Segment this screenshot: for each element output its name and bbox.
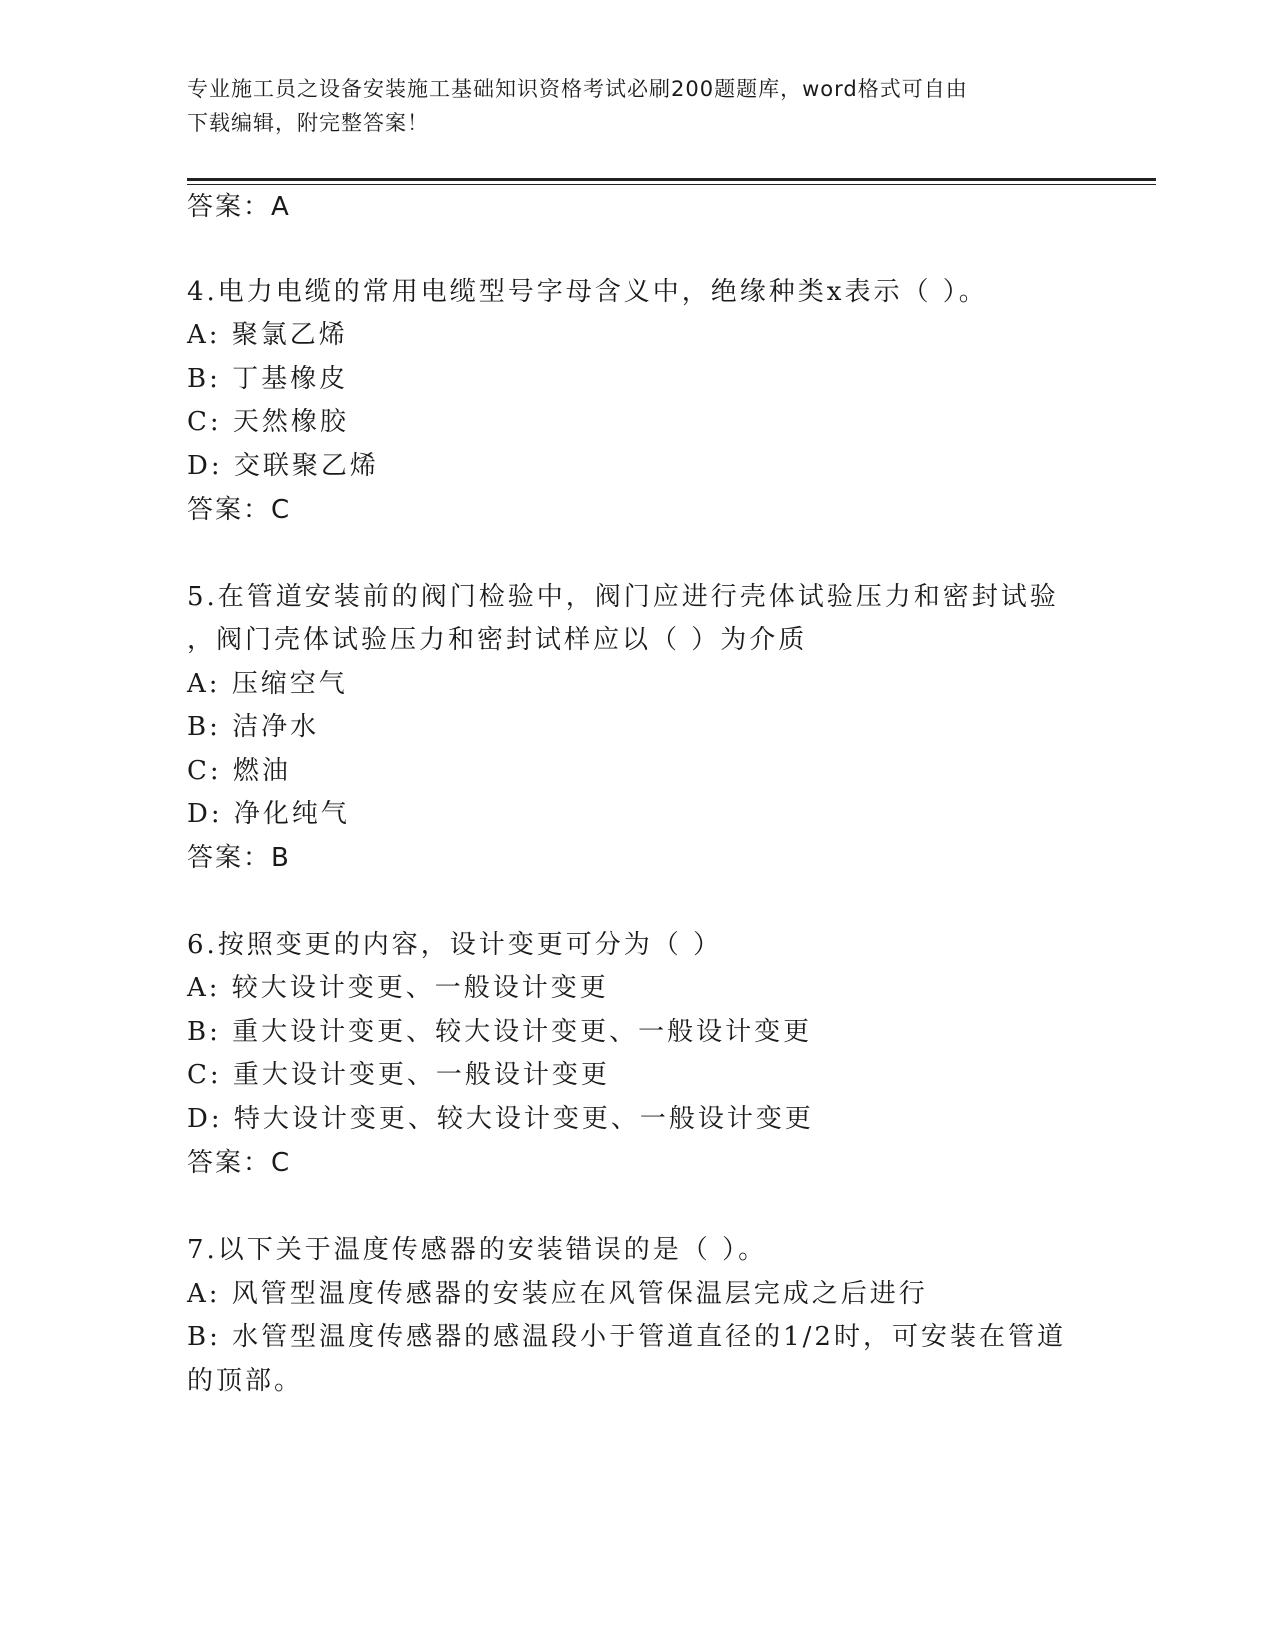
question-5-stem-2: ，阀门壳体试验压力和密封试样应以（ ）为介质 [187,625,808,655]
question-6-option-b: B: 重大设计变更、较大设计变更、一般设计变更 [187,1017,813,1047]
answer-value: C [271,1148,291,1178]
question-5-option-a: A: 压缩空气 [187,669,348,699]
answer-label: 答案： [187,1148,272,1178]
answer-label: 答案： [187,495,272,525]
question-5-option-c: C: 燃油 [187,756,291,786]
question-4-option-a: A: 聚氯乙烯 [187,320,348,350]
answer-label: 答案： [187,192,272,222]
question-4-option-d: D: 交联聚乙烯 [187,451,379,481]
document-header [187,72,1087,140]
question-4-stem-1: 4.电力电缆的常用电缆型号字母含义中，绝缘种类x表示（ ）。 [187,277,988,307]
question-6-option-c: C: 重大设计变更、一般设计变更 [187,1060,610,1090]
question-6-option-a: A: 较大设计变更、一般设计变更 [187,973,609,1003]
question-4-option-b: B: 丁基橡皮 [187,364,349,394]
question-5-answer [187,841,290,875]
answer-value: C [271,495,291,525]
question-5-option-d: D: 净化纯气 [187,799,350,829]
question-7-option-b: B: 水管型温度传感器的感温段小于管道直径的1/2时，可安装在管道 [187,1322,1066,1352]
answer-value: B [271,843,290,873]
question-5-stem-1: 5.在管道安装前的阀门检验中，阀门应进行壳体试验压力和密封试验 [187,582,1059,612]
question-6-answer [187,1146,290,1180]
answer-label: 答案： [187,843,272,873]
question-6-option-d: D: 特大设计变更、较大设计变更、一般设计变更 [187,1104,814,1134]
answer-line-prev [187,190,290,224]
question-7-option-a: A: 风管型温度传感器的安装应在风管保温层完成之后进行 [187,1279,928,1309]
header-line-1: 专业施工员之设备安装施工基础知识资格考试必刷200题题库，word格式可自由 [187,77,968,101]
question-4-option-c: C: 天然橡胶 [187,407,349,437]
question-7-option-b-cont: 的顶部。 [187,1366,304,1396]
header-rule-thin [187,184,1156,185]
header-rule-thick [187,178,1156,181]
answer-value: A [271,192,290,222]
question-5-option-b: B: 洁净水 [187,712,320,742]
question-4-answer [187,493,290,527]
header-line-2: 下载编辑，附完整答案！ [187,111,429,135]
question-6-stem-1: 6.按照变更的内容，设计变更可分为（ ） [187,930,723,960]
question-7-stem-1: 7.以下关于温度传感器的安装错误的是（ ）。 [187,1235,768,1265]
